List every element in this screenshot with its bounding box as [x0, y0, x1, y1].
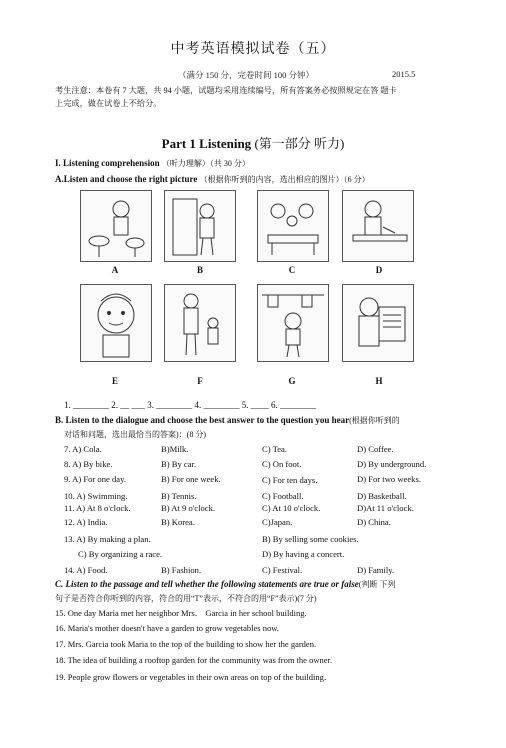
- exam-info: （满分 150 分，完卷时间 100 分钟）: [178, 70, 315, 80]
- section-c-title-cn-2: 句子是否符合你听到的内容，符合的用“T”表示，不符合的用“F”表示)(7 分): [55, 594, 317, 603]
- question-10-option-d: D) Basketball.: [357, 491, 407, 501]
- question-12-option-a: 12. A) India.: [64, 517, 108, 527]
- question-10-option-a: 10. A) Swimming.: [64, 491, 128, 501]
- question-7-option-b: B)Milk.: [161, 444, 189, 454]
- question-8-option-a: 8. A) By bike.: [64, 459, 113, 469]
- question-7-option-a: 7. A) Cola.: [64, 444, 102, 454]
- section-a-title-cn: （根据你听到的内容，选出相应的图片）（6 分）: [199, 175, 370, 184]
- picture-label-b: B: [196, 265, 203, 275]
- exam-date: 2015.5: [392, 69, 416, 79]
- question-12-option-b: B) Korea.: [161, 517, 195, 527]
- question-8-option-d: D) By underground.: [357, 459, 427, 469]
- page-title: 中考英语模拟试卷（五）: [170, 42, 336, 57]
- question-7-option-c: C) Tea.: [262, 444, 288, 454]
- section-heading-b: [55, 415, 475, 426]
- q13-option-b: B) By selling some cookies.: [262, 534, 359, 544]
- question-9-option-b: B) For one week.: [161, 474, 221, 484]
- q14-option-c: C) Festival.: [262, 565, 303, 575]
- picture-label-c: C: [288, 265, 296, 275]
- part-title-en: Part 1 Listening: [161, 136, 252, 151]
- picture-a: [80, 190, 152, 262]
- section-c-title-cn: (判断 下列: [358, 580, 396, 589]
- section-b-title: B. Listen to the dialogue and choose the best answer to the question you hear: [55, 415, 350, 425]
- question-10-option-c: C) Football.: [262, 491, 304, 501]
- section-b-title-cn-2: 对话和问题，选出最恰当的答案)：(8 分): [64, 430, 206, 439]
- answer-blanks: 1. ________ 2. __ ___ 3. ________ 4. ________ 5. ____ 6. ________: [64, 400, 316, 410]
- picture-label-h: H: [375, 376, 383, 386]
- statement-16: 16. Maria's mother doesn't have a garden to grow vegetables now.: [55, 623, 279, 633]
- question-9-option-a: 9. A) For one day.: [64, 474, 126, 484]
- picture-c: [257, 190, 329, 262]
- picture-label-g: G: [288, 376, 296, 386]
- section-1-title: I. Listening comprehension: [55, 158, 160, 168]
- picture-label-a: A: [111, 265, 119, 275]
- picture-label-e: E: [111, 376, 118, 386]
- question-8-option-c: C) On foot.: [262, 459, 302, 469]
- question-8-option-b: B) By car.: [161, 459, 197, 469]
- section-c-title: C. Listen to the passage and tell whether the following statements are true or false: [55, 579, 359, 589]
- notice-line-1: 考生注意：本卷有 7 大题，共 94 小题，试题均采用连续编号，所有答案务必按照规定在答 题卡: [55, 86, 397, 95]
- picture-g: [257, 284, 329, 362]
- question-11-option-c: C) At 10 o'clock.: [262, 503, 321, 513]
- picture-e: [80, 284, 152, 362]
- picture-h: [342, 284, 414, 362]
- question-9-option-d: D) For two weeks.: [357, 474, 421, 484]
- section-heading-a: [55, 174, 370, 185]
- question-11-option-a: 11. A) At 8 o'clock.: [64, 503, 131, 513]
- statement-18: 18. The idea of building a rooftop garden for the community was from the owner.: [55, 655, 332, 665]
- picture-label-f: F: [197, 376, 203, 386]
- part-title-cn: (第一部分 听力): [254, 136, 345, 151]
- question-11-option-d: D)At 11 o'clock.: [357, 503, 414, 513]
- question-11-option-b: B) At 9 o'clock.: [161, 503, 216, 513]
- question-10-option-b: B) Tennis.: [161, 491, 197, 501]
- q13-option-d: D) By having a concert.: [262, 549, 345, 559]
- question-12-option-c: C)Japan.: [262, 517, 293, 527]
- question-9-option-c: C) For ten days．: [262, 475, 324, 485]
- q14-option-d: D) Family.: [357, 565, 395, 575]
- q13-option-c: C) By organizing a race.: [78, 549, 163, 559]
- question-7-option-d: D) Coffee.: [357, 444, 394, 454]
- picture-label-d: D: [375, 265, 383, 275]
- statement-19: 19. People grow flowers or vegetables in their own areas on top of the building．: [55, 672, 333, 682]
- picture-b: [164, 190, 236, 262]
- statement-17: 17. Mrs. Garcia took Maria to the top of the building to show her the garden.: [55, 639, 317, 649]
- section-b-title-cn: (根据你听到的: [349, 416, 400, 425]
- picture-f: [164, 284, 236, 362]
- part-title: [0, 133, 506, 152]
- notice-line-2: 上完成，做在试卷上不给分。: [55, 99, 162, 108]
- exam-notice: [55, 84, 455, 110]
- section-heading-c: [55, 579, 395, 590]
- section-a-title: A.Listen and choose the right picture: [55, 174, 198, 184]
- section-heading-1: [55, 158, 250, 169]
- picture-d: [342, 190, 414, 262]
- section-1-title-cn: （听力理解）（共 30 分）: [161, 159, 250, 168]
- q14-option-a: 14. A) Food.: [64, 565, 108, 575]
- statement-15: 15. One day Maria met her neighbor Mrs． Garcia in her school building.: [55, 608, 307, 618]
- q13-option-a: 13. A) By making a plan.: [64, 534, 151, 544]
- q14-option-b: B) Fashion.: [161, 565, 202, 575]
- question-12-option-d: D) China.: [357, 517, 391, 527]
